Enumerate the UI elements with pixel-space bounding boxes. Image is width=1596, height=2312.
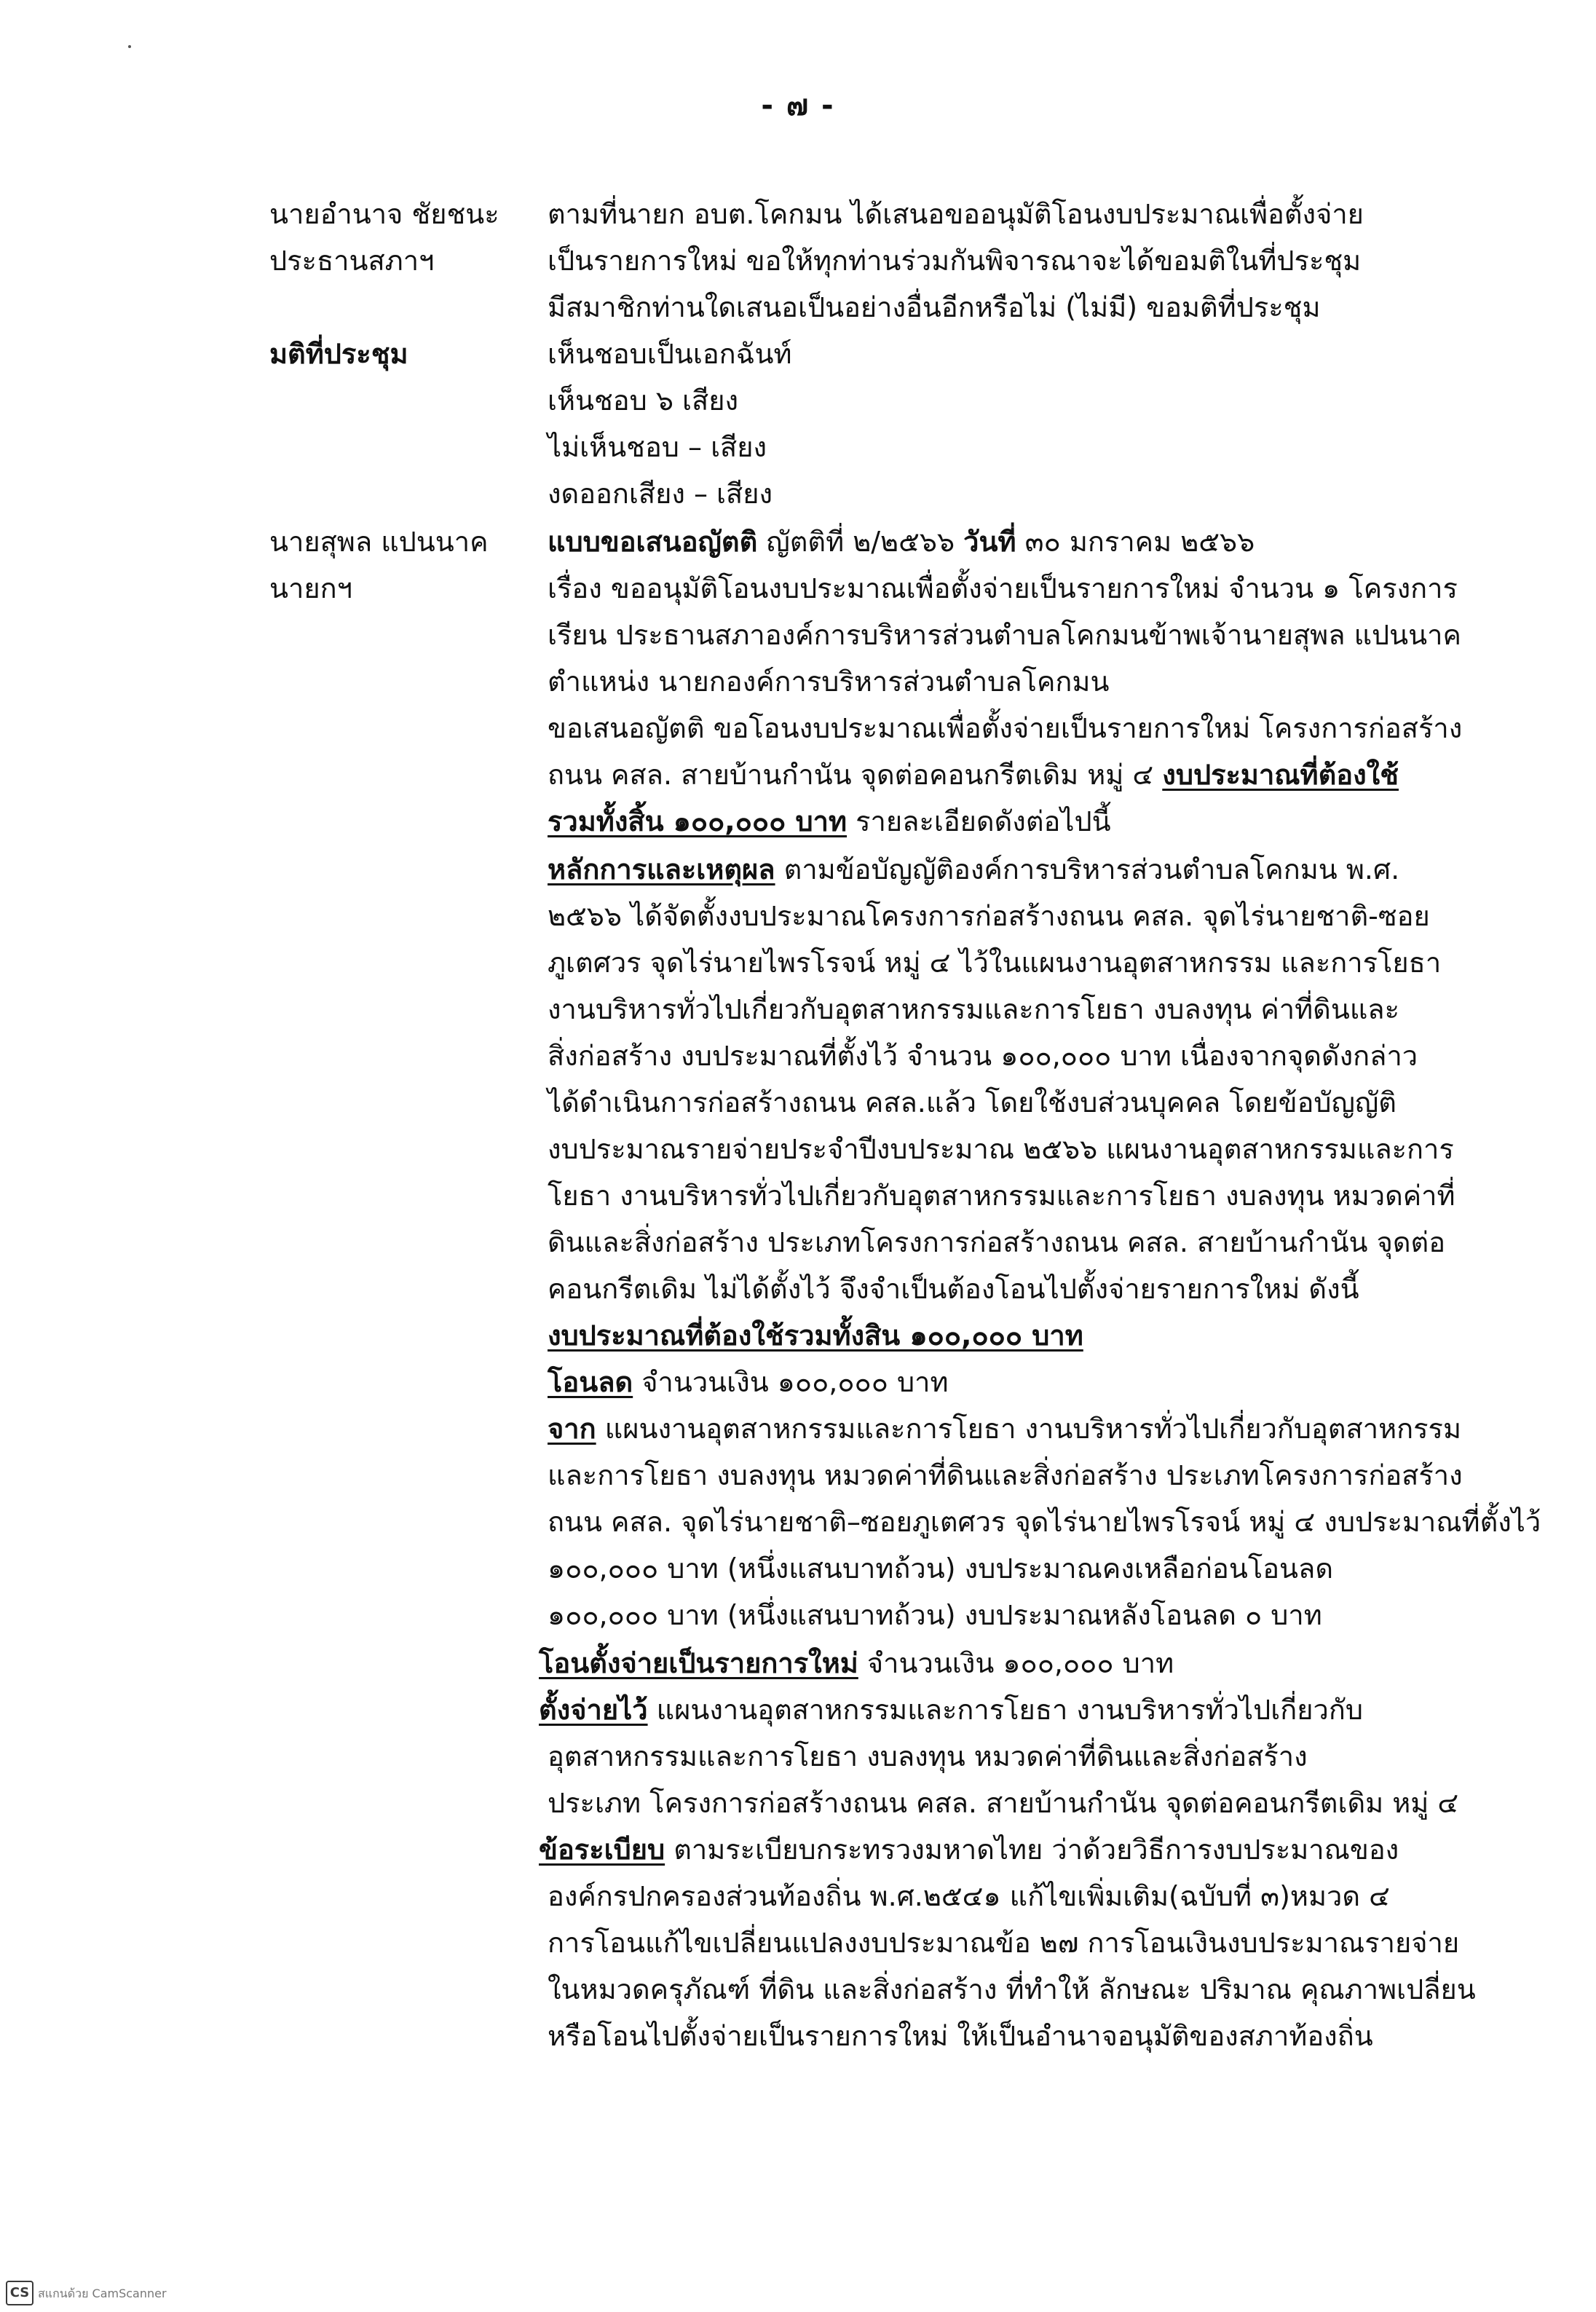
allocated-line xyxy=(539,1686,1363,1733)
from-row-3 xyxy=(0,1499,1596,1545)
from-line xyxy=(548,1405,1461,1452)
allocated-line: ประเภท โครงการก่อสร้างถนน คสล. สายบ้านกำนัน จุดต่อคอนกรีตเดิม หมู่ ๔ xyxy=(548,1787,1459,1819)
transfer-out xyxy=(548,1359,949,1405)
from-row-4 xyxy=(0,1545,1596,1592)
budget-total-row xyxy=(0,1312,1596,1359)
motion-dear: เรียน ประธานสภาองค์การบริหารส่วนตำบลโคกมนข้าพเจ้านายสุพล แปนนาค xyxy=(548,619,1461,651)
regulation-text: ตามระเบียบกระทรวงมหาดไทย ว่าด้วยวิธีการงบประมาณของ xyxy=(665,1834,1399,1866)
scan-speck xyxy=(128,45,131,48)
chair-line-1-row xyxy=(0,191,1596,237)
regulation-row-2 xyxy=(0,1873,1596,1920)
from-label: จาก xyxy=(548,1413,596,1445)
chair-line: ตามที่นายก อบต.โคกมน ได้เสนอขออนุมัติโอนงบประมาณเพื่อตั้งจ่าย xyxy=(548,198,1364,230)
transfer-out-label: โอนลด xyxy=(548,1366,633,1398)
resolution-row-2 xyxy=(0,377,1596,424)
resolution-line: งดออกเสียง – เสียง xyxy=(548,478,773,510)
regulation-row-3 xyxy=(0,1920,1596,1966)
from-row-1 xyxy=(0,1405,1596,1452)
regulation-line: ในหมวดครุภัณฑ์ ที่ดิน และสิ่งก่อสร้าง ที่ทำให้ ลักษณะ ปริมาณ คุณภาพเปลี่ยน xyxy=(548,1973,1476,2005)
motion-heading-row xyxy=(0,518,1596,565)
scanner-watermark: สแกนด้วย CamScanner xyxy=(38,2287,167,2300)
principle-line: คอนกรีตเดิม ไม่ได้ตั้งไว้ จึงจำเป็นต้องโอนไปตั้งจ่ายรายการใหม่ ดังนี้ xyxy=(548,1273,1359,1305)
motion-budget-label: งบประมาณที่ต้องใช้ xyxy=(1162,759,1399,791)
regulation-line xyxy=(539,1826,1399,1873)
transfer-new-label: โอนตั้งจ่ายเป็นรายการใหม่ xyxy=(539,1647,858,1679)
chair-name: นายอำนาจ ชัยชนะ xyxy=(269,198,499,230)
regulation-line: การโอนแก้ไขเปลี่ยนแปลงงบประมาณข้อ ๒๗ การโอนเงินงบประมาณรายจ่าย xyxy=(548,1927,1460,1959)
resolution-row-3 xyxy=(0,424,1596,470)
regulation-label: ข้อระเบียบ xyxy=(539,1834,665,1866)
principle-row-6 xyxy=(0,1079,1596,1126)
motion-subject-row xyxy=(0,565,1596,612)
principle-row-4 xyxy=(0,986,1596,1033)
regulation-row-5 xyxy=(0,2013,1596,2059)
from-line: ๑๐๐,๐๐๐ บาท (หนึ่งแสนบาทถ้วน) งบประมาณหลังโอนลด ๐ บาท xyxy=(548,1599,1322,1631)
transfer-out-row xyxy=(0,1359,1596,1405)
motion-number: ญัตติที่ ๒/๒๕๖๖ xyxy=(757,526,964,558)
resolution-line: เห็นชอบ ๖ เสียง xyxy=(548,384,739,417)
transfer-out-amount: จำนวนเงิน ๑๐๐,๐๐๐ บาท xyxy=(633,1366,949,1398)
regulation-line: องค์กรปกครองส่วนท้องถิ่น พ.ศ.๒๕๔๑ แก้ไขเพิ่มเติม(ฉบับที่ ๓)หมวด ๔ xyxy=(548,1880,1390,1912)
principle-row-8 xyxy=(0,1172,1596,1219)
motion-road-text: ถนน คสล. สายบ้านกำนัน จุดต่อคอนกรีตเดิม หมู่ ๔ xyxy=(548,759,1163,791)
allocated-row-3 xyxy=(0,1780,1596,1826)
regulation-row-1 xyxy=(0,1826,1596,1873)
motion-propose-row xyxy=(0,705,1596,751)
principle-line: ๒๕๖๖ ได้จัดตั้งงบประมาณโครงการก่อสร้างถนน คสล. จุดไร่นายชาติ-ซอย xyxy=(548,900,1430,932)
chair-line: เป็นรายการใหม่ ขอให้ทุกท่านร่วมกันพิจารณาจะได้ขอมติในที่ประชุม xyxy=(548,245,1362,277)
resolution-row-4 xyxy=(0,470,1596,517)
from-line: ๑๐๐,๐๐๐ บาท (หนึ่งแสนบาทถ้วน) งบประมาณคงเหลือก่อนโอนลด xyxy=(548,1552,1333,1585)
allocated-row-1 xyxy=(0,1686,1596,1733)
motion-position-row xyxy=(0,658,1596,705)
chair-line-3-row xyxy=(0,284,1596,331)
from-line: และการโยธา งบลงทุน หมวดค่าที่ดินและสิ่งก่อสร้าง ประเภทโครงการก่อสร้าง xyxy=(548,1459,1463,1491)
chair-line-2-row xyxy=(0,237,1596,284)
from-line: ถนน คสล. จุดไร่นายชาติ–ซอยภูเตศวร จุดไร่นายไพรโรจน์ หมู่ ๔ งบประมาณที่ตั้งไว้ xyxy=(548,1506,1541,1538)
motion-date: ๓๐ มกราคม ๒๕๖๖ xyxy=(1016,526,1255,558)
principle-line: ดินและสิ่งก่อสร้าง ประเภทโครงการก่อสร้างถนน คสล. สายบ้านกำนัน จุดต่อ xyxy=(548,1226,1446,1258)
principle-text: ตามข้อบัญญัติองค์การบริหารส่วนตำบลโคกมน พ.ศ. xyxy=(775,853,1400,885)
motion-total xyxy=(548,798,1111,845)
resolution-line: ไม่เห็นชอบ – เสียง xyxy=(548,431,767,463)
chair-title: ประธานสภาฯ xyxy=(269,245,435,277)
motion-dear-row xyxy=(0,612,1596,658)
motion-total-row xyxy=(0,798,1596,845)
allocated-label: ตั้งจ่ายไว้ xyxy=(539,1694,648,1726)
transfer-new-row xyxy=(0,1640,1596,1686)
transfer-new xyxy=(539,1640,1174,1686)
principle-row-7 xyxy=(0,1126,1596,1172)
resolution-line: เห็นชอบเป็นเอกฉันท์ xyxy=(548,338,792,370)
allocated-row-2 xyxy=(0,1733,1596,1780)
principle-line: งบประมาณรายจ่ายประจำปีงบประมาณ ๒๕๖๖ แผนงานอุตสาหกรรมและการ xyxy=(548,1133,1454,1165)
allocated-text: แผนงานอุตสาหกรรมและการโยธา งานบริหารทั่วไปเกี่ยวกับ xyxy=(647,1694,1363,1726)
from-text: แผนงานอุตสาหกรรมและการโยธา งานบริหารทั่วไปเกี่ยวกับอุตสาหกรรม xyxy=(596,1413,1461,1445)
mayor-name: นายสุพล แปนนาค xyxy=(269,526,489,558)
regulation-line: หรือโอนไปตั้งจ่ายเป็นรายการใหม่ ให้เป็นอำนาจอนุมัติของสภาท้องถิ่น xyxy=(548,2020,1373,2052)
from-row-5 xyxy=(0,1592,1596,1638)
principle-line: งานบริหารทั่วไปเกี่ยวกับอุตสาหกรรมและการโยธา งบลงทุน ค่าที่ดินและ xyxy=(548,993,1400,1025)
motion-date-label: วันที่ xyxy=(963,526,1016,558)
chair-line: มีสมาชิกท่านใดเสนอเป็นอย่างอื่นอีกหรือไม่ (ไม่มี) ขอมติที่ประชุม xyxy=(548,291,1321,323)
principle-line: สิ่งก่อสร้าง งบประมาณที่ตั้งไว้ จำนวน ๑๐๐,๐๐๐ บาท เนื่องจากจุดดังกล่าว xyxy=(548,1040,1418,1072)
resolution-row-1 xyxy=(0,331,1596,377)
principle-line: ภูเตศวร จุดไร่นายไพรโรจน์ หมู่ ๔ ไว้ในแผนงานอุตสาหกรรม และการโยธา xyxy=(548,947,1442,979)
motion-propose: ขอเสนอญัตติ ขอโอนงบประมาณเพื่อตั้งจ่ายเป็นรายการใหม่ โครงการก่อสร้าง xyxy=(548,712,1463,744)
motion-position: ตำแหน่ง นายกองค์การบริหารส่วนตำบลโคกมน xyxy=(548,666,1110,698)
motion-total-tail: รายละเอียดดังต่อไปนี้ xyxy=(847,805,1111,837)
motion-subject: เรื่อง ขออนุมัติโอนงบประมาณเพื่อตั้งจ่ายเป็นรายการใหม่ จำนวน ๑ โครงการ xyxy=(548,572,1458,604)
motion-road-row xyxy=(0,751,1596,798)
budget-total: งบประมาณที่ต้องใช้รวมทั้งสิน ๑๐๐,๐๐๐ บาท xyxy=(548,1319,1083,1352)
transfer-new-amount: จำนวนเงิน ๑๐๐,๐๐๐ บาท xyxy=(858,1647,1174,1679)
principle-label: หลักการและเหตุผล xyxy=(548,853,775,885)
principle-row-1 xyxy=(0,846,1596,893)
motion-heading xyxy=(548,518,1255,565)
principle-line: ได้ดำเนินการก่อสร้างถนน คสล.แล้ว โดยใช้งบส่วนบุคคล โดยข้อบัญญัติ xyxy=(548,1086,1396,1118)
principle-row-3 xyxy=(0,939,1596,986)
principle-line: โยธา งานบริหารทั่วไปเกี่ยวกับอุตสาหกรรมและการโยธา งบลงทุน หมวดค่าที่ xyxy=(548,1180,1455,1212)
motion-total-amount: รวมทั้งสิ้น ๑๐๐,๐๐๐ บาท xyxy=(548,805,848,837)
allocated-line: อุตสาหกรรมและการโยธา งบลงทุน หมวดค่าที่ดินและสิ่งก่อสร้าง xyxy=(548,1740,1308,1772)
mayor-title: นายกฯ xyxy=(269,572,352,604)
resolution-label: มติที่ประชุม xyxy=(269,338,408,370)
principle-row-5 xyxy=(0,1033,1596,1079)
principle-row-2 xyxy=(0,893,1596,939)
regulation-row-4 xyxy=(0,1966,1596,2013)
camscanner-logo-icon: CS xyxy=(6,2281,33,2305)
principle-line xyxy=(548,846,1399,893)
page-number: - ๗ - xyxy=(761,89,835,122)
motion-road xyxy=(548,751,1399,798)
from-row-2 xyxy=(0,1452,1596,1499)
principle-row-9 xyxy=(0,1219,1596,1266)
principle-row-10 xyxy=(0,1266,1596,1312)
motion-heading-label: แบบขอเสนอญัตติ xyxy=(548,526,758,558)
